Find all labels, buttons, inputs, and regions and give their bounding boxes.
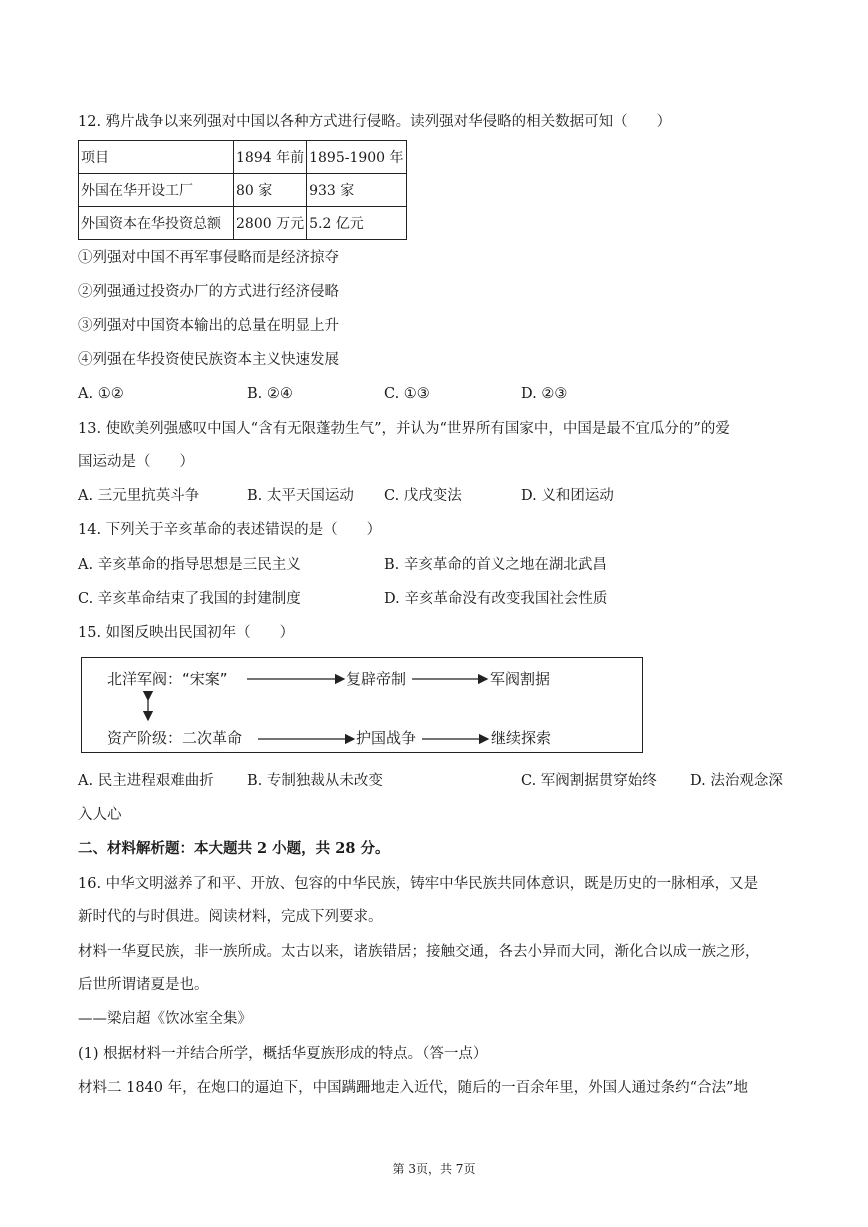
diagram-row1-end: 军阀割据: [490, 670, 551, 688]
q12-option-a: A. ①②: [78, 386, 124, 402]
diagram-row1-mid: 复辟帝制: [346, 670, 407, 688]
q14-option-c: C. 辛亥革命结束了我国的封建制度: [78, 591, 301, 607]
q13-stem-line2: 国运动是（ ）: [78, 454, 194, 470]
q16-material1-line2: 后世所谓诸夏是也。: [78, 977, 209, 993]
q15-option-a: A. 民主进程艰难曲折: [78, 773, 214, 789]
q13-option-a: A. 三元里抗英斗争: [78, 488, 200, 504]
section-heading: 二、材料解析题：本大题共 2 小题，共 28 分。: [78, 840, 390, 857]
table-header-cell: 项目: [79, 141, 234, 174]
diagram-row2-mid: 护国战争: [356, 729, 417, 747]
q16-material1-line1: 材料一华夏民族，非一族所成。太古以来，诸族错居；接触交通，各去小异而大同，渐化合以成一族之形，: [78, 944, 760, 960]
q12-statement-3: ③列强对中国资本输出的总量在明显上升: [78, 318, 339, 334]
q14-option-b: B. 辛亥革命的首义之地在湖北武昌: [384, 557, 607, 573]
table-cell: 5.2 亿元: [307, 207, 406, 240]
q16-intro-line2: 新时代的与时俱进。阅读材料，完成下列要求。: [78, 909, 383, 925]
q14-option-a: A. 辛亥革命的指导思想是三民主义: [78, 557, 301, 573]
q13-stem-line1: 13. 使欧美列强感叹中国人“含有无限蓬勃生气”，并认为“世界所有国家中，中国是最不宜瓜分的”的爱: [78, 421, 730, 437]
table-header-row: [79, 141, 407, 174]
q12-statement-2: ②列强通过投资办厂的方式进行经济侵略: [78, 284, 339, 300]
q15-option-d-continued: 入人心: [78, 807, 122, 823]
table-cell: 外国在华开设工厂: [79, 174, 234, 207]
q16-subquestion-1: (1) 根据材料一并结合所学，概括华夏族形成的特点。（答一点）: [78, 1046, 488, 1062]
q16-material1-source: ——梁启超《饮冰室全集》: [78, 1011, 252, 1027]
table-header-cell: 1894 年前: [234, 141, 307, 174]
table-cell: 2800 万元: [234, 207, 307, 240]
q13-option-c: C. 戊戌变法: [384, 488, 462, 504]
q12-option-d: D. ②③: [521, 386, 568, 402]
q12-statement-4: ④列强在华投资使民族资本主义快速发展: [78, 352, 339, 368]
diagram-row1-start: 北洋军阀：“宋案”: [107, 670, 228, 688]
q12-statement-1: ①列强对中国不再军事侵略而是经济掠夺: [78, 250, 339, 266]
q13-option-d: D. 义和团运动: [521, 488, 614, 504]
republic-early-years-diagram: [81, 657, 643, 753]
q14-stem: 14. 下列关于辛亥革命的表述错误的是（ ）: [78, 522, 382, 538]
q12-option-c: C. ①③: [384, 386, 430, 402]
table-row: [79, 207, 407, 240]
q15-option-d: D. 法治观念深: [690, 773, 783, 789]
diagram-row2-start: 资产阶级：二次革命: [107, 729, 243, 747]
page-number: 第 3页，共 7页: [392, 1162, 476, 1176]
q13-option-b: B. 太平天国运动: [247, 488, 354, 504]
q15-option-b: B. 专制独裁从未改变: [247, 773, 383, 789]
q16-material2-line1: 材料二 1840 年，在炮口的逼迫下，中国蹒跚地走入近代，随后的一百余年里，外国人通过条约“合法”地: [78, 1080, 748, 1096]
q15-option-c: C. 军阀割据贯穿始终: [521, 773, 657, 789]
table-row: [79, 174, 407, 207]
q12-stem: 12. 鸦片战争以来列强对中国以各种方式进行侵略。读列强对华侵略的相关数据可知（ ）: [78, 114, 672, 130]
q15-stem: 15. 如图反映出民国初年（ ）: [78, 625, 295, 641]
table-cell: 933 家: [307, 174, 406, 207]
table-cell: 外国资本在华投资总额: [79, 207, 234, 240]
diagram-row2-end: 继续探索: [491, 729, 552, 747]
q14-option-d: D. 辛亥革命没有改变我国社会性质: [384, 591, 608, 607]
q16-intro-line1: 16. 中华文明滋养了和平、开放、包容的中华民族，铸牢中华民族共同体意识，既是历史的一脉相承，又是: [78, 876, 759, 892]
table-header-cell: 1895-1900 年: [307, 141, 406, 174]
q12-option-b: B. ②④: [247, 386, 293, 402]
invasion-data-table: [78, 140, 407, 240]
table-cell: 80 家: [234, 174, 307, 207]
